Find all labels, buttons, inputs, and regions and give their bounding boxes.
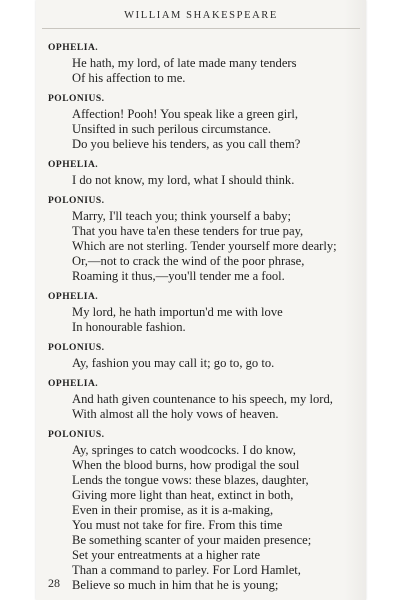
speech	[36, 159, 366, 188]
speaker-name: OPHELIA.	[48, 43, 99, 53]
speech	[36, 291, 366, 335]
speech	[36, 195, 366, 284]
header-divider	[42, 28, 360, 29]
verse-line: Than a command to parley. For Lord Hamlet,	[72, 563, 301, 577]
verse-line: Giving more light than heat, extinct in both,	[72, 488, 294, 502]
play-text	[36, 42, 366, 600]
verse-line: Even in their promise, as it is a-making,	[72, 503, 274, 517]
speaker-name: OPHELIA.	[48, 292, 99, 302]
speaker-name: POLONIUS.	[48, 94, 105, 104]
speech	[36, 93, 366, 152]
speaker-name: OPHELIA.	[48, 160, 99, 170]
verse-line: Do you believe his tenders, as you call them?	[72, 137, 301, 151]
page-number: 28	[48, 576, 60, 590]
verse-line: Affection! Pooh! You speak like a green girl,	[72, 107, 299, 121]
speaker-name: POLONIUS.	[48, 343, 105, 353]
speech	[36, 378, 366, 422]
verse-line: Marry, I'll teach you; think yourself a baby;	[72, 209, 291, 223]
book-page	[36, 0, 366, 600]
verse-line: When the blood burns, how prodigal the soul	[72, 458, 300, 472]
speaker-name: POLONIUS.	[48, 430, 105, 440]
verse-line: My lord, he hath importun'd me with love	[72, 305, 283, 319]
speech	[36, 429, 366, 593]
verse-line: That you have ta'en these tenders for true pay,	[72, 224, 304, 238]
verse-line: Lends the tongue vows: these blazes, daughter,	[72, 473, 309, 487]
verse-line: You must not take for fire. From this time	[72, 518, 283, 532]
speech	[36, 42, 366, 86]
verse-line: Or,—not to crack the wind of the poor phrase,	[72, 254, 305, 268]
verse-line: Believe so much in him that he is young;	[72, 578, 279, 592]
verse-line: Of his affection to me.	[72, 71, 186, 85]
speaker-name: OPHELIA.	[48, 379, 99, 389]
verse-line: I do not know, my lord, what I should think.	[72, 173, 295, 187]
verse-line: Ay, springes to catch woodcocks. I do know,	[72, 443, 296, 457]
verse-line: In honourable fashion.	[72, 320, 186, 334]
verse-line: Set your entreatments at a higher rate	[72, 548, 261, 562]
running-header: WILLIAM SHAKESPEARE	[124, 10, 278, 21]
verse-line: Which are not sterling. Tender yourself more dearly;	[72, 239, 337, 253]
verse-line: Roaming it thus,—you'll tender me a fool.	[72, 269, 285, 283]
verse-line: He hath, my lord, of late made many tenders	[72, 56, 297, 70]
speaker-name: POLONIUS.	[48, 196, 105, 206]
verse-line: Be something scanter of your maiden presence;	[72, 533, 312, 547]
speech	[36, 342, 366, 371]
verse-line: Unsifted in such perilous circumstance.	[72, 122, 271, 136]
verse-line: Ay, fashion you may call it; go to, go to.	[72, 356, 275, 370]
verse-line: And hath given countenance to his speech, my lord,	[72, 392, 333, 406]
verse-line: With almost all the holy vows of heaven.	[72, 407, 279, 421]
